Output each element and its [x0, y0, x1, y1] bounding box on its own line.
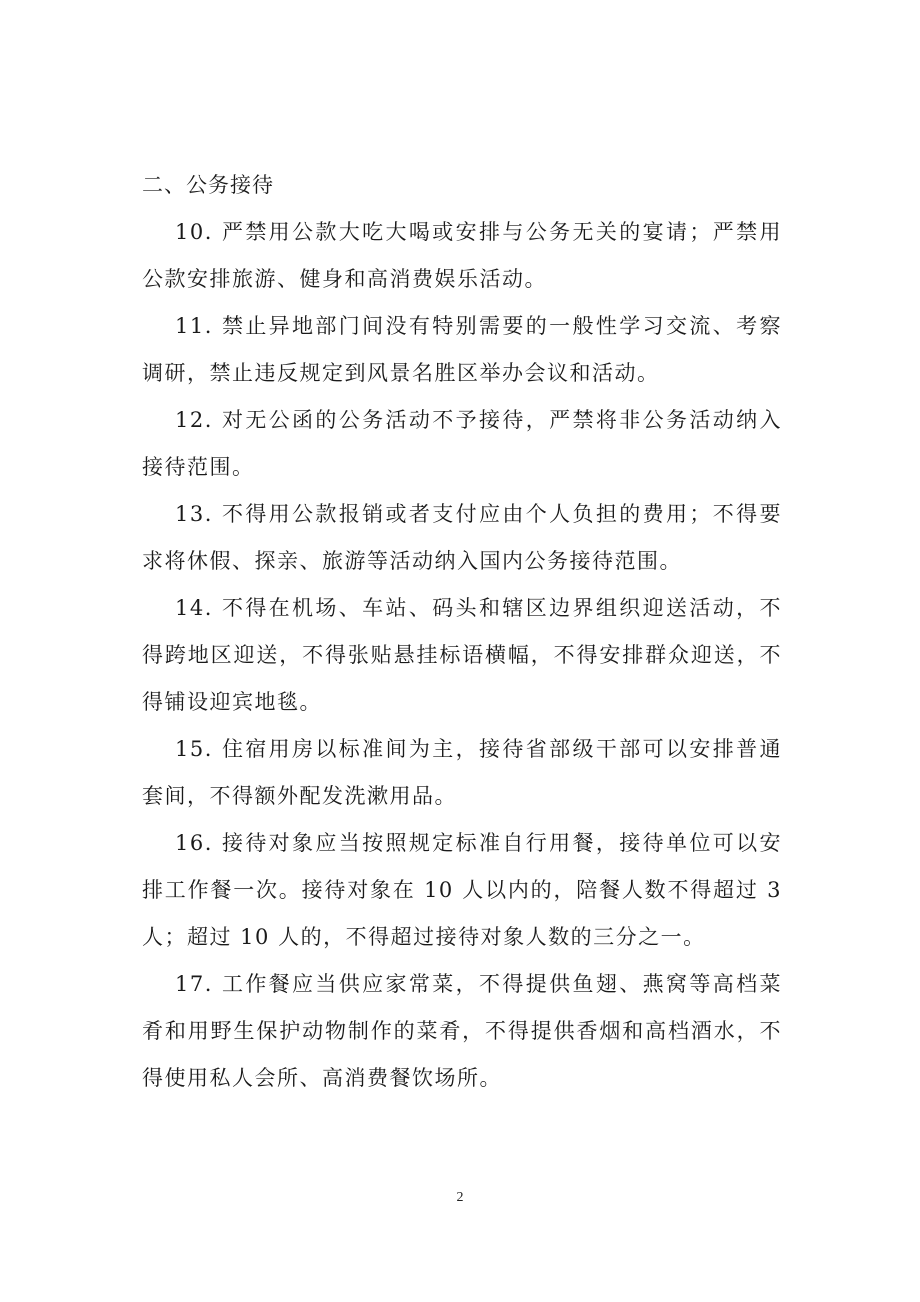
clause-17: 17. 工作餐应当供应家常菜，不得提供鱼翅、燕窝等高档菜肴和用野生保护动物制作的菜肴，不得提供香烟和高档酒水，不得使用私人会所、高消费餐饮场所。	[142, 972, 782, 1090]
section-heading: 二、公务接待	[142, 173, 274, 197]
clause-13: 13. 不得用公款报销或者支付应由个人负担的费用；不得要求将休假、探亲、旅游等活动纳入国内公务接待范围。	[142, 502, 782, 573]
clause-16: 16. 接待对象应当按照规定标准自行用餐，接待单位可以安排工作餐一次。接待对象在 10 人以内的，陪餐人数不得超过 3 人；超过 10 人的，不得超过接待对象人数的三分之一。	[142, 831, 782, 949]
document-body	[142, 162, 782, 1102]
clause-15: 15. 住宿用房以标准间为主，接待省部级干部可以安排普通套间，不得额外配发洗漱用品。	[142, 737, 782, 808]
clause-14: 14. 不得在机场、车站、码头和辖区边界组织迎送活动，不得跨地区迎送，不得张贴悬挂标语横幅，不得安排群众迎送，不得铺设迎宾地毯。	[142, 596, 782, 714]
clause-12: 12. 对无公函的公务活动不予接待，严禁将非公务活动纳入接待范围。	[142, 408, 782, 479]
clause-10: 10. 严禁用公款大吃大喝或安排与公务无关的宴请；严禁用公款安排旅游、健身和高消费娱乐活动。	[142, 220, 782, 291]
page-number: 2	[456, 1190, 464, 1205]
clause-11: 11. 禁止异地部门间没有特别需要的一般性学习交流、考察调研，禁止违反规定到风景名胜区举办会议和活动。	[142, 314, 782, 385]
